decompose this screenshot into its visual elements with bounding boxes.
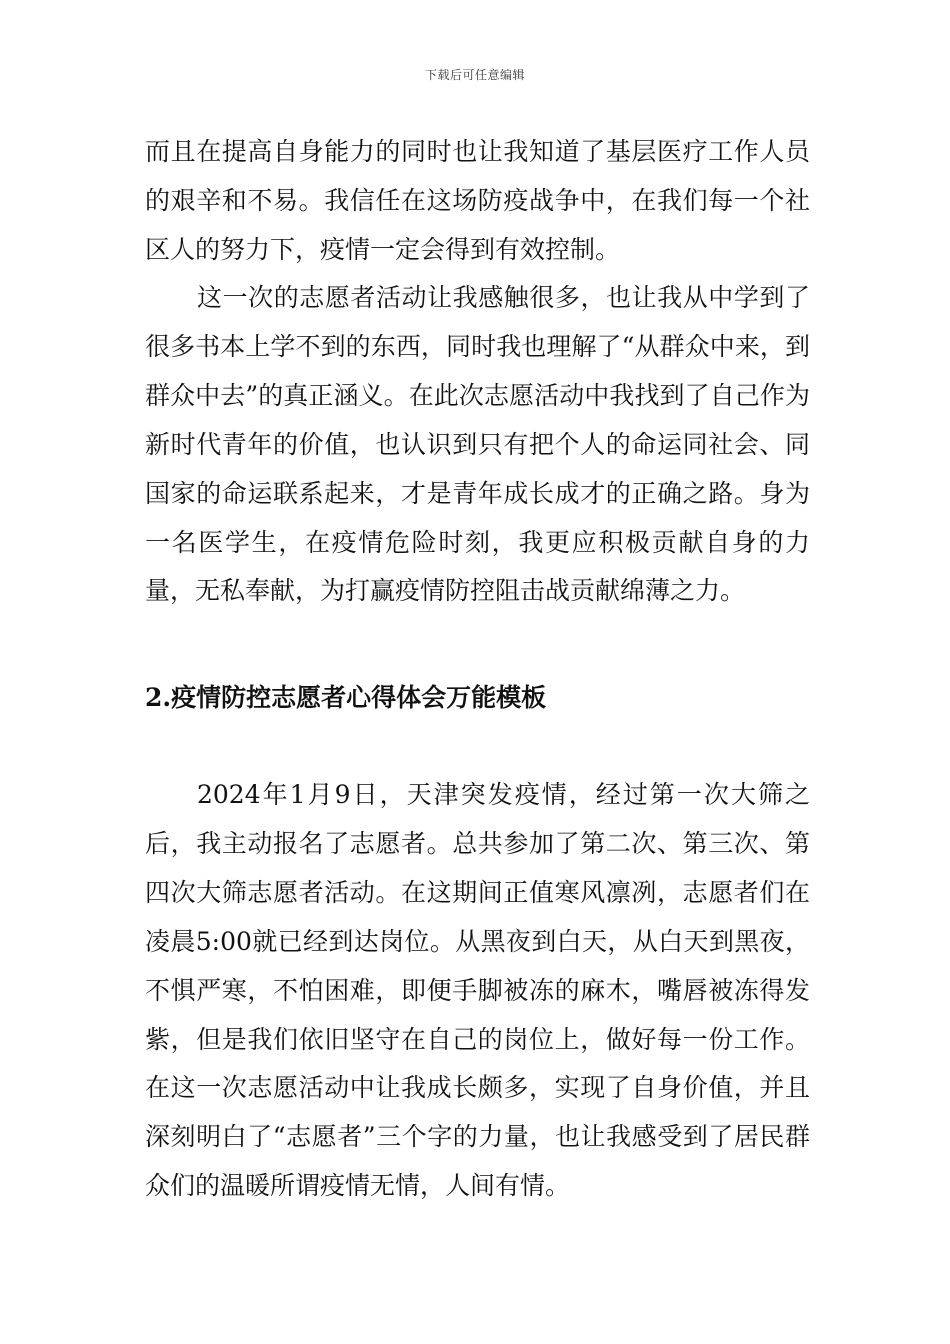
paragraph-block-2 [145,274,810,616]
page-header: 下载后可任意编辑 [424,68,525,82]
paragraph-continued: 而且在提高自身能力的同时也让我知道了基层医疗工作人员的艰辛和不易。我信任在这场防疫战争中，在我们每一个社区人的努力下，疫情一定会得到有效控制。 [145,137,810,264]
section-heading: 2.疫情防控志愿者心得体会万能模板 [145,683,547,712]
paragraph-reflection: 这一次的志愿者活动让我感触很多，也让我从中学到了很多书本上学不到的东西，同时我也理解了“从群众中来，到群众中去”的真正涵义。在此次志愿活动中我找到了自己作为新时代青年的价值，也认识到只有把个人的命运同社会、同国家的命运联系起来，才是青年成长成才的正确之路。身为一名医学生，在疫情危险时刻，我更应积极贡献自身的力量，无私奉献，为打赢疫情防控阻击战贡献绵薄之力。 [145,283,810,606]
paragraph-volunteer-experience: 2024年1月9日，天津突发疫情，经过第一次大筛之后，我主动报名了志愿者。总共参加了第二次、第三次、第四次大筛志愿者活动。在这期间正值寒风凛冽，志愿者们在凌晨5:00就已经到达岗位。从黑夜到白天，从白天到黑夜，不惧严寒，不怕困难，即便手脚被冻的麻木，嘴唇被冻得发紫，但是我们依旧坚守在自己的岗位上，做好每一份工作。在这一次志愿活动中让我成长颇多，实现了自身价值，并且深刻明白了“志愿者”三个字的力量，也让我感受到了居民群众们的温暖所谓疫情无情，人间有情。 [145,780,810,1201]
paragraph-block-1 [145,128,810,275]
paragraph-block-3 [145,771,810,1211]
